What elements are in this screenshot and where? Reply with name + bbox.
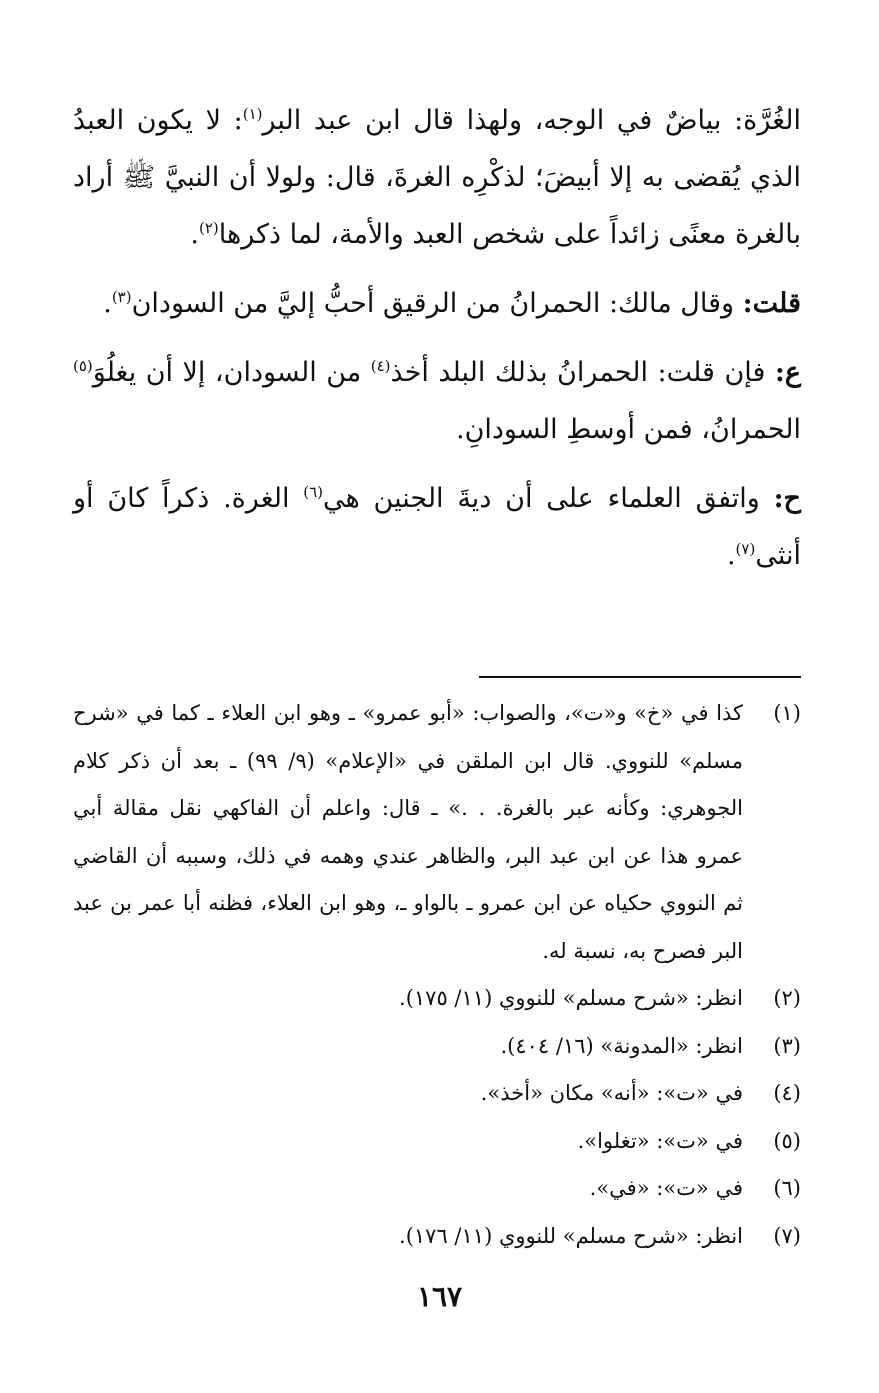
footnote-number: (١) — [773, 701, 801, 725]
footnote-item — [73, 1213, 801, 1261]
footnote-number: (٧) — [773, 1223, 801, 1248]
page-number: ١٦٧ — [416, 1280, 463, 1313]
footnote-text: في «ت»: «أنه» مكان «أخذ». — [480, 1081, 743, 1105]
footnote-number: (٥) — [773, 1128, 801, 1153]
footnote-item — [73, 975, 801, 1023]
paragraph-lead: ع: — [774, 357, 801, 388]
footnote-text: انظر: «شرح مسلم» للنووي (١١/ ١٧٥). — [399, 986, 743, 1010]
footnote-ref: (٥) — [73, 357, 93, 375]
footnote-number: (٦) — [773, 1176, 801, 1200]
footnote-text: انظر: «شرح مسلم» للنووي (١١/ ١٧٦). — [399, 1223, 743, 1248]
paragraph-lead: قلت: — [742, 288, 801, 319]
footnote-ref: (٣) — [111, 288, 132, 306]
paragraph-qultu: قلت: وقال مالك: الحمرانُ من الرقيق أحبُّ إليَّ من السودان$^{(٣)}$. — [103, 288, 801, 319]
footnote-item — [73, 1070, 801, 1118]
paragraph-lead: ح: — [773, 483, 801, 514]
footnote-divider — [479, 676, 801, 678]
paragraph-ain: ع: فإن قلت: الحمرانُ بذلك البلد أخذ$^{(٤)}$ من السودان، إلا أن يغلُوَ$^{(٥)}$ الحمرانُ، فمن أوسطِ السودانِ. — [73, 357, 801, 445]
footnote-item — [73, 1165, 801, 1213]
footnote-number: (٢) — [773, 986, 801, 1010]
paragraph-ha: ح: واتفق العلماء على أن ديةَ الجنين هي$^{(٦)}$ الغرة. ذكراً كانَ أو أنثى$^{(٧)}$. — [73, 483, 801, 571]
footnote-text: كذا في «خ» و«ت»، والصواب: «أبو عمرو» ـ وهو ابن العلاء ـ كما في «شرح مسلم» للنووي. قال ابن الملقن في «الإعلام» (٩/ ٩٩) ـ بعد أن ذكر كلام الجوهري: وكأنه عبر بالغرة. . .» ـ قال: واعلم أن الفاكهي نقل مقالة أبي عمرو هذا عن ابن عبد البر، والظاهر عندي وهمه في ذلك، وسببه أن القاضي ثم النووي حكياه عن ابن عمرو ـ بالواو ـ، وهو ابن العلاء، فظنه أبا عمر بن عبد البر فصرح به، نسبة له. — [73, 701, 743, 963]
footnote-item — [73, 1118, 801, 1166]
footnotes-section — [73, 690, 801, 1260]
footnote-ref: (٦) — [303, 483, 324, 501]
footnote-item — [73, 1023, 801, 1071]
paragraph-ghurra-definition: الغُرَّة: بياضٌ في الوجه، ولهذا قال ابن عبد البر$^{(١)}$: لا يكون العبدُ الذي يُقضى به إلا أبيضَ؛ لذكْرِه الغرةَ، قال: ولولا أن النبيَّ ﷺ أراد بالغرة معنًى زائداً على شخص العبد والأمة، لما ذكرها$^{(٢)}$. — [73, 105, 801, 250]
footnote-item — [73, 690, 801, 975]
footnote-text: في «ت»: «تغلوا». — [577, 1128, 743, 1153]
footnote-ref: (٧) — [735, 540, 756, 558]
footnote-ref: (٤) — [370, 357, 391, 375]
footnote-text: في «ت»: «في». — [589, 1176, 743, 1200]
footnote-ref: (٢) — [199, 219, 219, 237]
main-text — [73, 92, 801, 596]
footnote-number: (٤) — [773, 1081, 801, 1105]
footnote-number: (٣) — [773, 1033, 801, 1058]
footnote-ref: (١) — [242, 105, 263, 123]
footnote-text: انظر: «المدونة» (١٦/ ٤٠٤). — [500, 1033, 743, 1058]
